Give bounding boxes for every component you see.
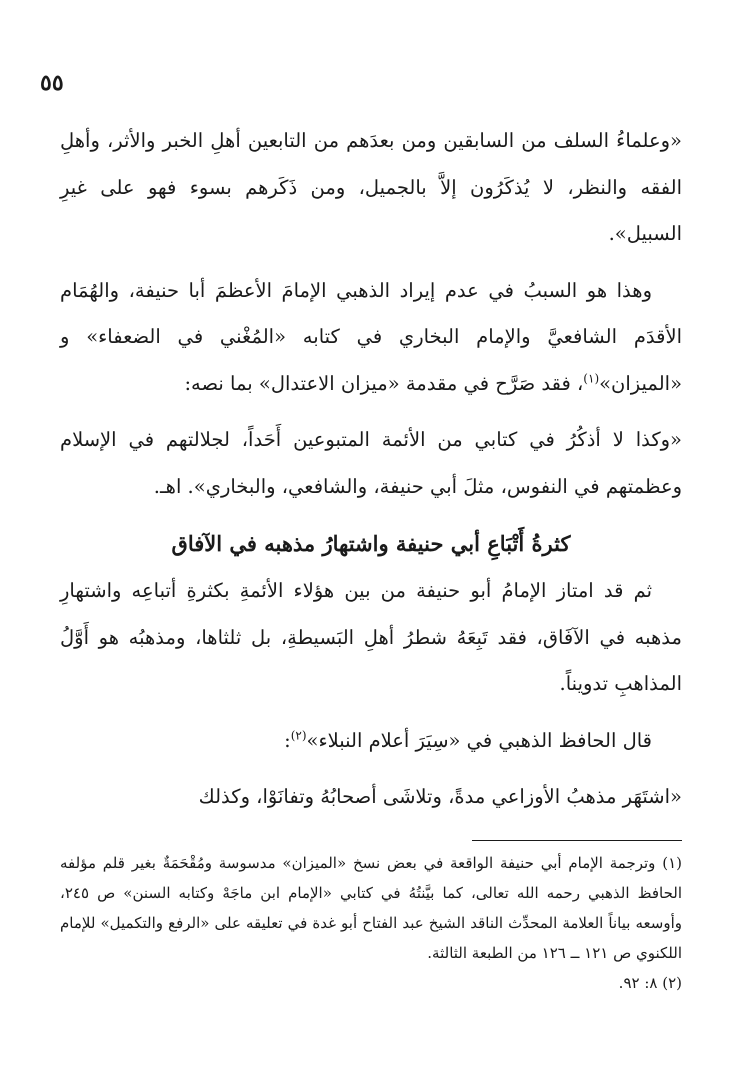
paragraph-text: قال الحافظ الذهبي في «سِيَرَ أعلام النبلاء» [306, 728, 652, 752]
footnote-2: (٢) ٨: ٩٢. [618, 974, 682, 992]
paragraph-quote-scholars: «وعلماءُ السلف من السابقين ومن بعدَهم من التابعين أهلِ الخبر والأثر، وأهلِ الفقه والنظر، لا يُذكَرُون إلاَّ بالجميل، ومن ذَكَرهم بسوء فهو على غيرِ السبيل». [60, 129, 682, 245]
page-number: ٥٥ [40, 70, 64, 96]
paragraph-quote-awzai: «اشتَهَر مذهبُ الأوزاعي مدةً، وتلاشَى أصحابُهُ وتفانَوْا، وكذلك [198, 785, 682, 808]
paragraph-siyar-intro [60, 718, 682, 765]
footnote-divider [472, 840, 682, 841]
paragraph-quote-mizan: «وكذا لا أذكُرُ في كتابي من الأئمة المتبوعين أَحَداً، لجلالتهم في الإسلام وعظمتهم في النفوس، مثلَ أبي حنيفة، والشافعي، والبخاري». اهـ. [60, 428, 682, 498]
main-text [60, 118, 682, 831]
paragraph-text: وهذا هو السببُ في عدم إيراد الذهبي الإمامَ الأعظمَ أبا حنيفة، والهُمَام الأقدَم الشافعيَّ والإمام البخاري في كتابه «المُغْني في الضعفاء» و «الميزان» [60, 278, 682, 395]
footnote-1: (١) وترجمة الإمام أبي حنيفة الواقعة في بعض نسخ «الميزان» مدسوسة ومُقْحَمَةٌ بغير قلم مؤلفه الحافظ الذهبي رحمه الله تعالى، كما بيَّنتُهُ في كتابي «الإمام ابن ماجَهْ وكتابه السنن» ص ٢٤٥، وأوسعه بياناً العلامة المحدِّث الناقد الشيخ عبد الفتاح أبو غدة في تعليقه على «الرفع والتكميل» للإمام اللكنوي ص ١٢١ ــ ١٢٦ من الطبعة الثالثة. [60, 854, 682, 962]
paragraph-followers: ثم قد امتاز الإمامُ أبو حنيفة من بين هؤلاء الأئمةِ بكثرةِ أتباعِه واشتهارِ مذهبه في الآفَاق، فقد تَبِعَهُ شطرُ أهلِ البَسيطةِ، بل ثلثاها، ومذهبُه هو أَوَّلُ المذاهبِ تدويناً. [60, 579, 682, 695]
paragraph-dhahabi-reason [60, 268, 682, 408]
paragraph-text: ، فقد صَرَّح في مقدمة «ميزان الاعتدال» بما نصه: [184, 371, 584, 395]
footnotes [60, 848, 682, 998]
paragraph-text: : [284, 728, 291, 752]
footnote-marker-1: (١) [583, 371, 600, 385]
section-heading: كثرةُ أَتْبَاعِ أبي حنيفة واشتهارُ مذهبه في الآفاق [171, 531, 571, 556]
footnote-marker-2: (٢) [290, 728, 307, 742]
